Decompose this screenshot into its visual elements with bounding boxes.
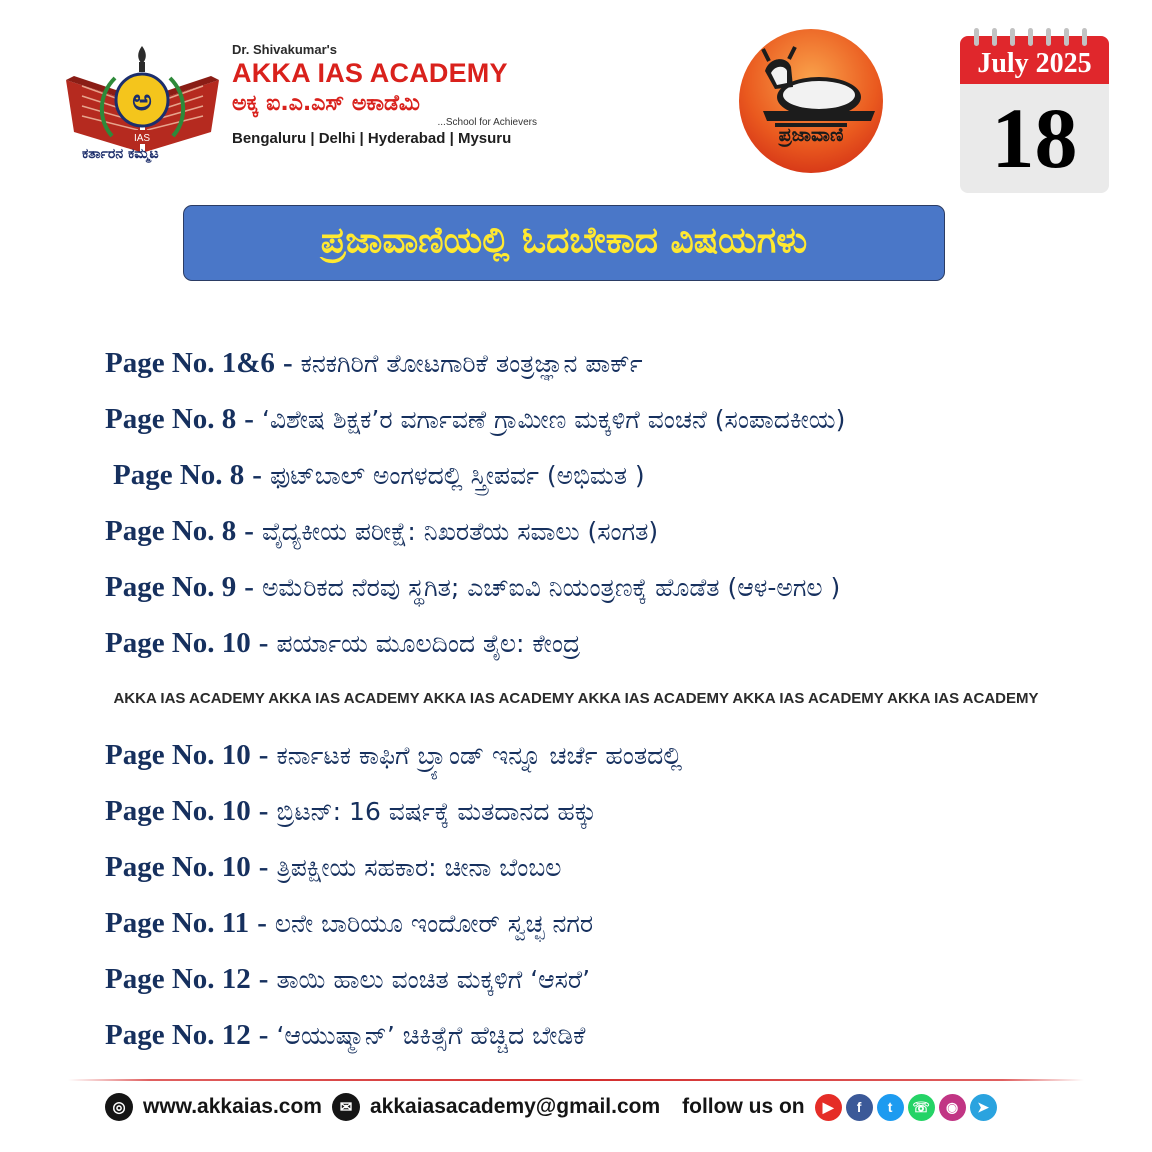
- article-headline: ಲನೇ ಬಾರಿಯೂ ಇಂದೋರ್ ಸ್ವಚ್ಛ ನಗರ: [274, 909, 594, 938]
- article-item: Page No. 10 - ಕರ್ನಾಟಕ ಕಾಫಿಗೆ ಬ್ರ್ಯಾಂಡ್ ಇನ್ನೂ ಚರ್ಚೆ ಹಂತದಲ್ಲಿ: [105, 739, 683, 771]
- article-headline: ಕನಕಗಿರಿಗೆ ತೋಟಗಾರಿಕೆ ತಂತ್ರಜ್ಞಾನ ಪಾರ್ಕ್: [300, 349, 643, 378]
- emblem-letter: ಅ: [132, 83, 152, 118]
- article-headline: ‘ಆಯುಷ್ಮಾನ್’ ಚಿಕಿತ್ಸೆಗೆ ಹೆಚ್ಚಿದ ಬೇಡಿಕೆ: [276, 1021, 586, 1050]
- article-item: Page No. 12 - ‘ಆಯುಷ್ಮಾನ್’ ಚಿಕಿತ್ಸೆಗೆ ಹೆಚ್ಚಿದ ಬೇಡಿಕೆ: [105, 1019, 586, 1051]
- article-page-number: Page No. 10: [105, 851, 251, 883]
- follow-us-label: follow us on: [682, 1095, 805, 1118]
- founder-name: Dr. Shivakumar's: [232, 42, 337, 57]
- footer-bar: [105, 1092, 997, 1122]
- instagram-icon[interactable]: ◉: [939, 1094, 966, 1121]
- whatsapp-icon[interactable]: ☏: [908, 1094, 935, 1121]
- article-page-number: Page No. 12: [105, 1019, 251, 1051]
- article-page-number: Page No. 10: [105, 795, 251, 827]
- calendar-day: 18: [991, 90, 1078, 186]
- calendar-ring-icon: [974, 28, 979, 46]
- academy-name-block: [232, 42, 562, 147]
- telegram-icon[interactable]: ➤: [970, 1094, 997, 1121]
- emblem-ias-text: IAS: [133, 133, 151, 144]
- article-page-number: Page No. 11: [105, 907, 250, 939]
- article-item: Page No. 10 - ಪರ್ಯಾಯ ಮೂಲದಿಂದ ತೈಲ: ಕೇಂದ್ರ: [105, 627, 581, 659]
- article-item: Page No. 9 - ಅಮೆರಿಕದ ನೆರವು ಸ್ಥಗಿತ; ಎಚ್‌ಐವಿ ನಿಯಂತ್ರಣಕ್ಕೆ ಹೊಡೆತ (ಆಳ-ಅಗಲ ): [105, 571, 841, 603]
- academy-watermark-strip: AKKA IAS ACADEMY AKKA IAS ACADEMY AKKA IAS ACADEMY AKKA IAS ACADEMY AKKA IAS ACADEMY AKKA IAS ACADEMY: [113, 690, 1039, 707]
- academy-cities: Bengaluru | Delhi | Hyderabad | Mysuru: [232, 130, 512, 147]
- prajavani-logo: [735, 27, 887, 175]
- article-item: Page No. 1&6 - ಕನಕಗಿರಿಗೆ ತೋಟಗಾರಿಕೆ ತಂತ್ರಜ್ಞಾನ ಪಾರ್ಕ್: [105, 347, 643, 379]
- academy-name-english: AKKA IAS ACADEMY: [232, 58, 508, 88]
- academy-name-kannada: ಅಕ್ಕ ಐ.ಎ.ಎಸ್ ಅಕಾಡೆಮಿ: [232, 91, 420, 116]
- footer-divider: [68, 1079, 1084, 1081]
- twitter-icon[interactable]: t: [877, 1094, 904, 1121]
- article-page-number: Page No. 8: [113, 459, 245, 491]
- calendar-ring-icon: [1082, 28, 1087, 46]
- article-headline: ವೈದ್ಯಕೀಯ ಪರೀಕ್ಷೆ: ನಿಖರತೆಯ ಸವಾಲು (ಸಂಗತ): [261, 517, 659, 546]
- calendar-month-year: July 2025: [977, 48, 1092, 79]
- calendar-ring-icon: [1010, 28, 1015, 46]
- article-headline: ಫುಟ್‌ಬಾಲ್ ಅಂಗಳದಲ್ಲಿ ಸ್ತ್ರೀಪರ್ವ (ಅಭಿಮತ ): [269, 461, 645, 490]
- article-page-number: Page No. 8: [105, 403, 237, 435]
- article-item: Page No. 12 - ತಾಯಿ ಹಾಲು ವಂಚಿತ ಮಕ್ಕಳಿಗೆ ‘ಆಸರೆ’: [105, 963, 591, 995]
- article-headline: ಪರ್ಯಾಯ ಮೂಲದಿಂದ ತೈಲ: ಕೇಂದ್ರ: [276, 629, 581, 658]
- article-page-number: Page No. 8: [105, 515, 237, 547]
- article-page-number: Page No. 9: [105, 571, 237, 603]
- academy-motto: ಕರ್ತಾರನ ಕಮ್ಮಟ: [82, 146, 159, 162]
- article-page-number: Page No. 12: [105, 963, 251, 995]
- article-headline: ತ್ರಿಪಕ್ಷೀಯ ಸಹಕಾರ: ಚೀನಾ ಬೆಂಬಲ: [276, 853, 562, 882]
- article-headline: ‘ವಿಶೇಷ ಶಿಕ್ಷಕ’ರ ವರ್ಗಾವಣೆ ಗ್ರಾಮೀಣ ಮಕ್ಕಳಿಗೆ ವಂಚನೆ (ಸಂಪಾದಕೀಯ): [261, 405, 846, 434]
- calendar-ring-icon: [1046, 28, 1051, 46]
- article-page-number: Page No. 1&6: [105, 347, 275, 379]
- academy-tagline: ...School for Achievers: [437, 117, 537, 128]
- article-item: Page No. 8 - ವೈದ್ಯಕೀಯ ಪರೀಕ್ಷೆ: ನಿಖರತೆಯ ಸವಾಲು (ಸಂಗತ): [105, 515, 659, 547]
- globe-icon: ◎: [105, 1093, 133, 1121]
- youtube-icon[interactable]: ▶: [815, 1094, 842, 1121]
- page-title-banner: ಪ್ರಜಾವಾಣಿಯಲ್ಲಿ ಓದಬೇಕಾದ ವಿಷಯಗಳು: [183, 205, 945, 281]
- article-item: Page No. 10 - ತ್ರಿಪಕ್ಷೀಯ ಸಹಕಾರ: ಚೀನಾ ಬೆಂಬಲ: [105, 851, 562, 883]
- article-item: Page No. 10 - ಬ್ರಿಟನ್: 16 ವರ್ಷಕ್ಕೆ ಮತದಾನದ ಹಕ್ಕು: [105, 795, 597, 827]
- calendar-ring-icon: [1064, 28, 1069, 46]
- website-link[interactable]: www.akkaias.com: [143, 1095, 322, 1118]
- article-page-number: Page No. 10: [105, 739, 251, 771]
- article-item: Page No. 8 - ‘ವಿಶೇಷ ಶಿಕ್ಷಕ’ರ ವರ್ಗಾವಣೆ ಗ್ರಾಮೀಣ ಮಕ್ಕಳಿಗೆ ವಂಚನೆ (ಸಂಪಾದಕೀಯ): [105, 403, 846, 435]
- article-headline: ಅಮೆರಿಕದ ನೆರವು ಸ್ಥಗಿತ; ಎಚ್‌ಐವಿ ನಿಯಂತ್ರಣಕ್ಕೆ ಹೊಡೆತ (ಆಳ-ಅಗಲ ): [261, 573, 841, 602]
- email-icon: ✉: [332, 1093, 360, 1121]
- article-headline: ಬ್ರಿಟನ್: 16 ವರ್ಷಕ್ಕೆ ಮತದಾನದ ಹಕ್ಕು: [276, 797, 597, 826]
- article-headline: ತಾಯಿ ಹಾಲು ವಂಚಿತ ಮಕ್ಕಳಿಗೆ ‘ಆಸರೆ’: [276, 965, 591, 994]
- article-item: Page No. 8 - ಫುಟ್‌ಬಾಲ್ ಅಂಗಳದಲ್ಲಿ ಸ್ತ್ರೀಪರ್ವ (ಅಭಿಮತ ): [113, 459, 645, 491]
- article-item: Page No. 11 - ಲನೇ ಬಾರಿಯೂ ಇಂದೋರ್ ಸ್ವಚ್ಛ ನಗರ: [105, 907, 594, 939]
- article-headline: ಕರ್ನಾಟಕ ಕಾಫಿಗೆ ಬ್ರ್ಯಾಂಡ್ ಇನ್ನೂ ಚರ್ಚೆ ಹಂತದಲ್ಲಿ: [276, 741, 683, 770]
- facebook-icon[interactable]: f: [846, 1094, 873, 1121]
- email-link[interactable]: akkaiasacademy@gmail.com: [369, 1095, 661, 1118]
- article-page-number: Page No. 10: [105, 627, 251, 659]
- calendar-ring-icon: [1028, 28, 1033, 46]
- date-calendar: [960, 28, 1109, 193]
- prajavani-name: ಪ್ರಜಾವಾಣಿ: [778, 124, 844, 146]
- calendar-ring-icon: [992, 28, 997, 46]
